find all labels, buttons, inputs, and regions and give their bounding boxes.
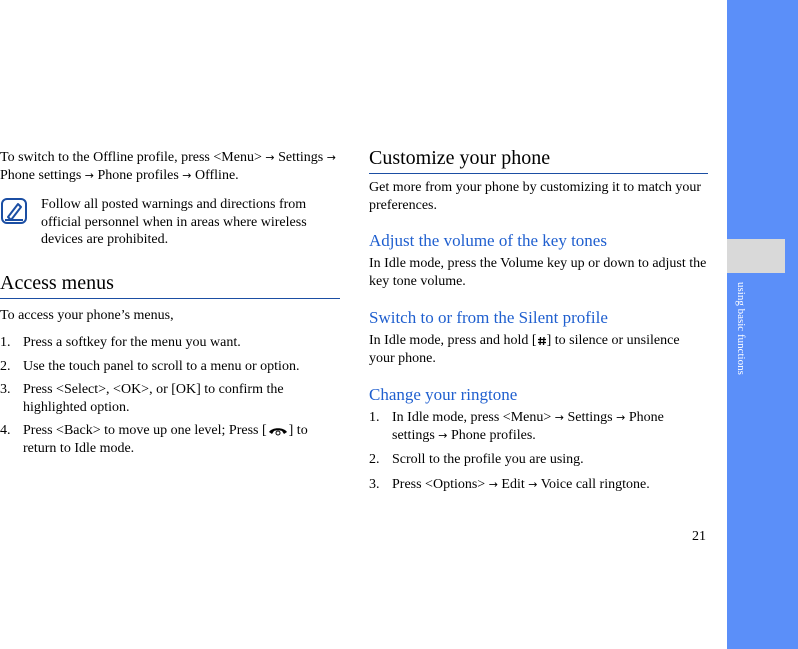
arrow-icon: →	[616, 411, 626, 424]
arrow-icon: →	[265, 151, 275, 164]
offline-profile-instruction: To switch to the Offline profile, press <Menu> → Settings → Phone settings → Phone profiles → Offline.	[0, 150, 336, 183]
end-call-key-icon	[267, 425, 289, 437]
ringtone-steps	[369, 409, 708, 493]
arrow-icon: →	[438, 428, 448, 442]
key-tone-volume-text: In Idle mode, press the Volume key up or down to adjust the key tone volume.	[369, 256, 707, 289]
right-column	[369, 146, 708, 493]
arrow-icon: →	[326, 151, 336, 164]
hash-key-icon	[537, 336, 547, 346]
warning-note	[0, 196, 340, 249]
list-item: 2. Use the touch panel to scroll to a menu or option.	[0, 358, 300, 374]
customize-intro: Get more from your phone by customizing it to match your preferences.	[369, 180, 702, 213]
arrow-icon: →	[182, 168, 192, 182]
access-menus-steps	[0, 334, 340, 457]
left-column	[0, 149, 340, 457]
list-item: 4. Press <Back> to move up one level; Press [ ] to return to Idle mode.	[0, 423, 308, 456]
list-item: 3. Press <Select>, <OK>, or [OK] to confirm the highlighted option.	[0, 382, 284, 415]
note-text: Follow all posted warnings and directions from official personnel when in areas where wireless devices are prohibited.	[41, 197, 307, 247]
arrow-icon: →	[554, 411, 564, 424]
access-menus-heading: Access menus	[0, 271, 340, 299]
arrow-icon: →	[528, 477, 538, 491]
key-tone-volume-heading: Adjust the volume of the key tones	[369, 231, 607, 250]
silent-profile-heading: Switch to or from the Silent profile	[369, 308, 608, 327]
side-tab-label: using basic functions	[735, 282, 747, 375]
page-number: 21	[692, 529, 706, 544]
list-item: 1. In Idle mode, press <Menu> → Settings → Phone settings → Phone profiles.	[369, 410, 664, 443]
side-tab-marker	[727, 239, 785, 273]
arrow-icon: →	[84, 168, 94, 182]
list-item: 3. Press <Options> → Edit → Voice call ringtone.	[369, 476, 650, 492]
customize-phone-heading: Customize your phone	[369, 146, 708, 174]
access-menus-intro: To access your phone’s menus,	[0, 307, 174, 323]
list-item: 2. Scroll to the profile you are using.	[369, 452, 584, 467]
ringtone-heading: Change your ringtone	[369, 385, 518, 404]
list-item: 1. Press a softkey for the menu you want.	[0, 335, 241, 350]
note-pencil-icon	[1, 198, 27, 224]
silent-profile-text: In Idle mode, press and hold [ ] to silence or unsilence your phone.	[369, 333, 680, 366]
arrow-icon: →	[488, 477, 498, 491]
